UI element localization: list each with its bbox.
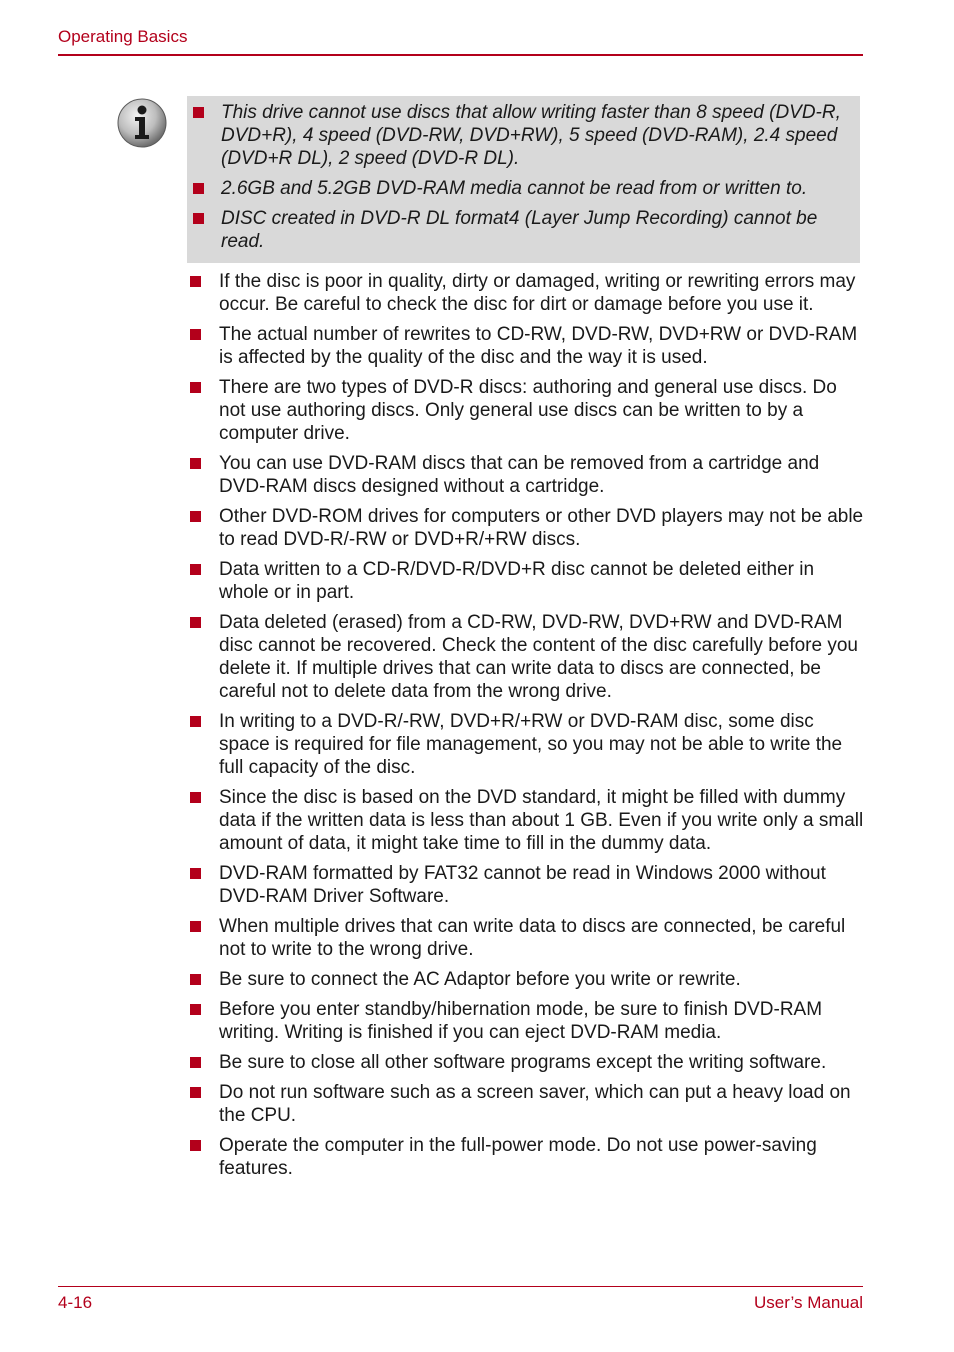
list-item (187, 786, 867, 855)
bullet-square-icon (190, 921, 201, 932)
note-text: This drive cannot use discs that allow writing faster than 8 speed (DVD-R, DVD+R), 4 speed (DVD-RW, DVD+RW), 5 speed (DVD-RAM), 2.4 speed (DVD+R DL), 2 speed (DVD-R DL). (221, 102, 841, 169)
bullet-square-icon (190, 716, 201, 727)
list-item (187, 611, 867, 703)
bullet-square-icon (193, 183, 204, 194)
bullet-square-icon (190, 617, 201, 628)
bullet-list (187, 270, 867, 1187)
list-item-text: You can use DVD-RAM discs that can be removed from a cartridge and DVD-RAM discs designed without a cartridge. (219, 453, 820, 497)
bullet-square-icon (190, 1140, 201, 1151)
bullet-square-icon (190, 1057, 201, 1068)
bullet-square-icon (190, 868, 201, 879)
list-item-text: Do not run software such as a screen saver, which can put a heavy load on the CPU. (219, 1082, 851, 1126)
list-item-text: Since the disc is based on the DVD standard, it might be filled with dummy data if the written data is less than about 1 GB. Even if you write only a small amount of data, it might take time to fill in the dummy data. (219, 787, 864, 854)
list-item (187, 915, 867, 961)
list-item (187, 968, 867, 991)
list-item-text: There are two types of DVD-R discs: authoring and general use discs. Do not use authoring discs. Only general use discs can be written to by a computer drive. (219, 377, 837, 444)
list-item-text: When multiple drives that can write data to discs are connected, be careful not to write to the wrong drive. (219, 916, 846, 960)
list-item-text: Be sure to connect the AC Adaptor before you write or rewrite. (219, 969, 741, 990)
list-item-text: Data written to a CD-R/DVD-R/DVD+R disc cannot be deleted either in whole or in part. (219, 559, 815, 603)
footer-rule (58, 1286, 863, 1287)
bullet-square-icon (190, 511, 201, 522)
info-icon (116, 97, 168, 149)
list-item (187, 558, 867, 604)
note-item (187, 207, 854, 253)
bullet-square-icon (190, 1087, 201, 1098)
list-item-text: The actual number of rewrites to CD-RW, DVD-RW, DVD+RW or DVD-RAM is affected by the quality of the disc and the way it is used. (219, 324, 858, 368)
list-item-text: Data deleted (erased) from a CD-RW, DVD-RW, DVD+RW and DVD-RAM disc cannot be recovered. Check the content of the disc carefully before you delete it. If multiple drives that can write data to discs are connected, be careful not to delete data from the wrong drive. (219, 612, 858, 702)
bullet-square-icon (193, 107, 204, 118)
note-item (187, 177, 854, 200)
note-text: 2.6GB and 5.2GB DVD-RAM media cannot be read from or written to. (221, 178, 808, 199)
list-item-text: Be sure to close all other software programs except the writing software. (219, 1052, 827, 1073)
note-text: DISC created in DVD-R DL format4 (Layer Jump Recording) cannot be read. (221, 208, 818, 252)
list-item-text: Operate the computer in the full-power mode. Do not use power-saving features. (219, 1135, 817, 1179)
bullet-square-icon (190, 564, 201, 575)
list-item (187, 1081, 867, 1127)
bullet-square-icon (190, 1004, 201, 1015)
bullet-square-icon (190, 382, 201, 393)
list-item (187, 505, 867, 551)
list-item-text: Other DVD-ROM drives for computers or other DVD players may not be able to read DVD-R/-RW or DVD+R/+RW discs. (219, 506, 864, 550)
bullet-square-icon (190, 792, 201, 803)
list-item-text: In writing to a DVD-R/-RW, DVD+R/+RW or DVD-RAM disc, some disc space is required for file management, so you may not be able to write the full capacity of the disc. (219, 711, 843, 778)
list-item (187, 452, 867, 498)
list-item (187, 1134, 867, 1180)
list-item-text: If the disc is poor in quality, dirty or damaged, writing or rewriting errors may occur. Be careful to check the disc for dirt or damage before you use it. (219, 271, 856, 315)
list-item (187, 710, 867, 779)
list-item-text: Before you enter standby/hibernation mode, be sure to finish DVD-RAM writing. Writing is finished if you can eject DVD-RAM media. (219, 999, 823, 1043)
running-header: Operating Basics (58, 27, 188, 46)
note-box (187, 96, 860, 263)
note-item (187, 101, 854, 170)
list-item (187, 862, 867, 908)
header-rule (58, 54, 863, 56)
bullet-square-icon (190, 974, 201, 985)
list-item (187, 376, 867, 445)
bullet-square-icon (190, 276, 201, 287)
bullet-square-icon (193, 213, 204, 224)
list-item (187, 998, 867, 1044)
list-item-text: DVD-RAM formatted by FAT32 cannot be read in Windows 2000 without DVD-RAM Driver Software. (219, 863, 826, 907)
page-number: 4-16 (58, 1293, 93, 1312)
list-item (187, 323, 867, 369)
list-item (187, 1051, 867, 1074)
list-item (187, 270, 867, 316)
bullet-square-icon (190, 458, 201, 469)
bullet-square-icon (190, 329, 201, 340)
manual-title: User’s Manual (754, 1293, 863, 1312)
